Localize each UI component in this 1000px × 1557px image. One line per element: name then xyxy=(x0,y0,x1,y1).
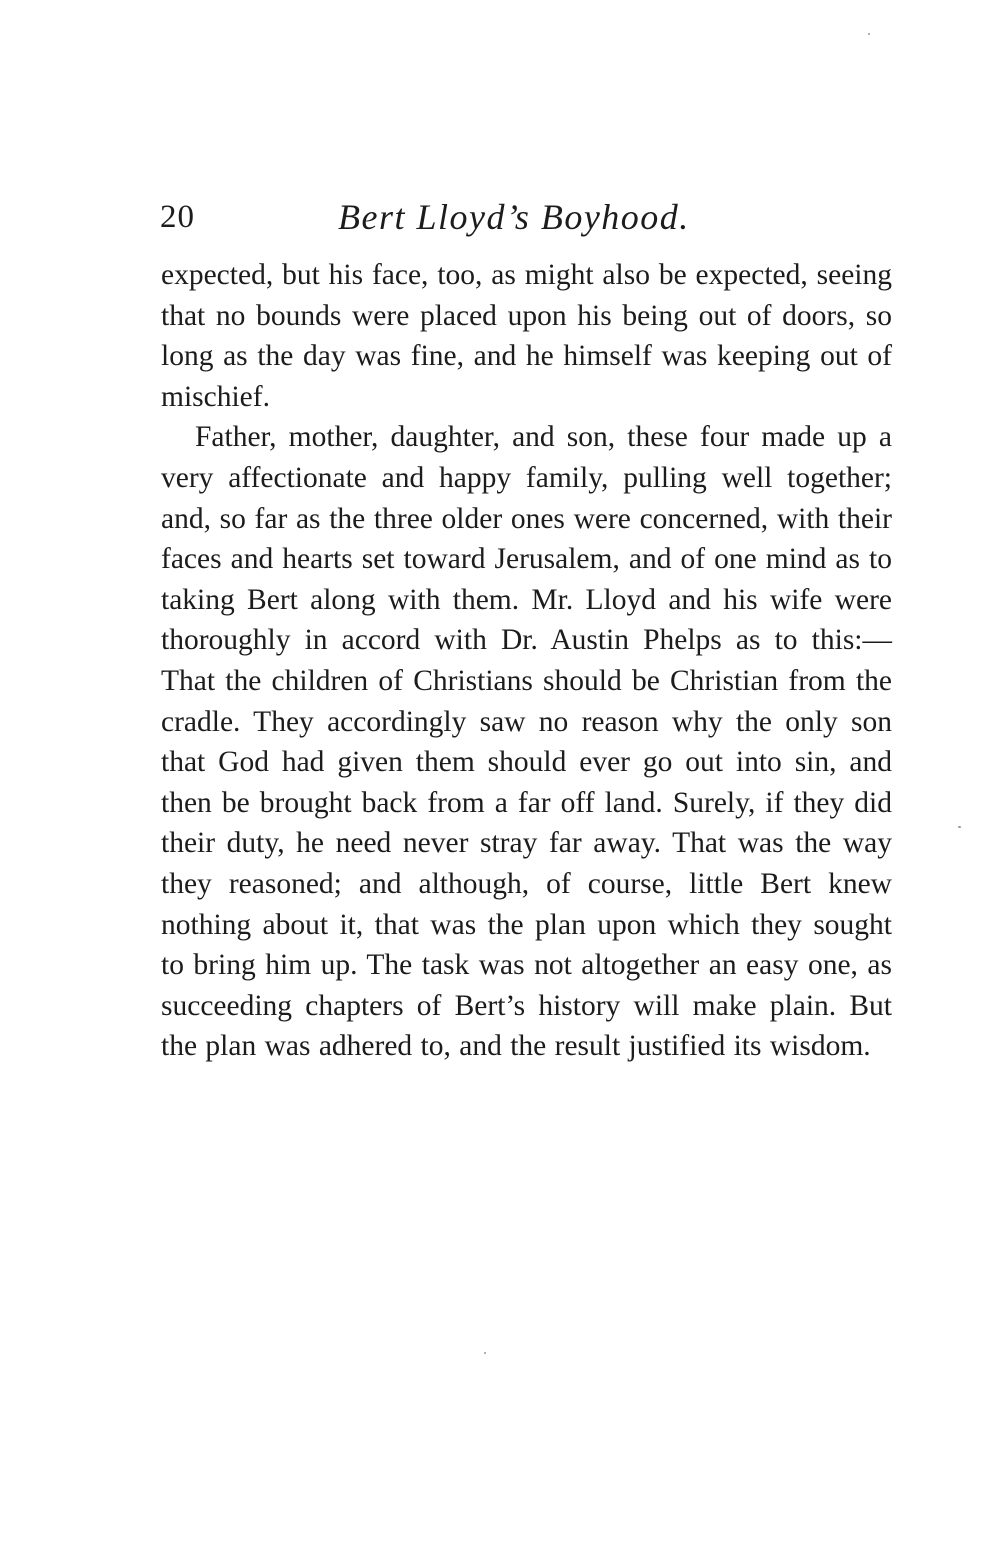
running-title: Bert Lloyd’s Boyhood. xyxy=(338,197,690,237)
running-head xyxy=(160,192,900,242)
body-text xyxy=(161,255,892,1067)
scan-speck xyxy=(868,33,870,35)
paragraph-continued: expected, but his face, too, as might also be expected, seeing that no bounds were placed upon his being out of doors, so long as the day was fine, and he himself was keeping out of mischief. xyxy=(161,259,892,413)
page-number: 20 xyxy=(160,199,195,235)
paragraph: Father, mother, daughter, and son, these four made up a very affectionate and happy family, pulling well together; and, so far as the three older ones were concerned, with their faces and hearts set toward Jerusalem, and of one mind as to taking Bert along with them. Mr. Lloyd and his wife were thoroughly in accord with Dr. Austin Phelps as to this:—That the children of Christians should be Christian from the cradle. They accordingly saw no reason why the only son that God had given them should ever go out into sin, and then be brought back from a far off land. Surely, if they did their duty, he need never stray far away. That was the way they reasoned; and although, of course, little Bert knew nothing about it, that was the plan upon which they sought to bring him up. The task was not altogether an easy one, as succeeding chapters of Bert’s history will make plain. But the plan was adhered to, and the result justified its wisdom. xyxy=(161,421,892,1063)
scan-speck xyxy=(484,1352,486,1354)
scan-speck xyxy=(958,826,961,828)
